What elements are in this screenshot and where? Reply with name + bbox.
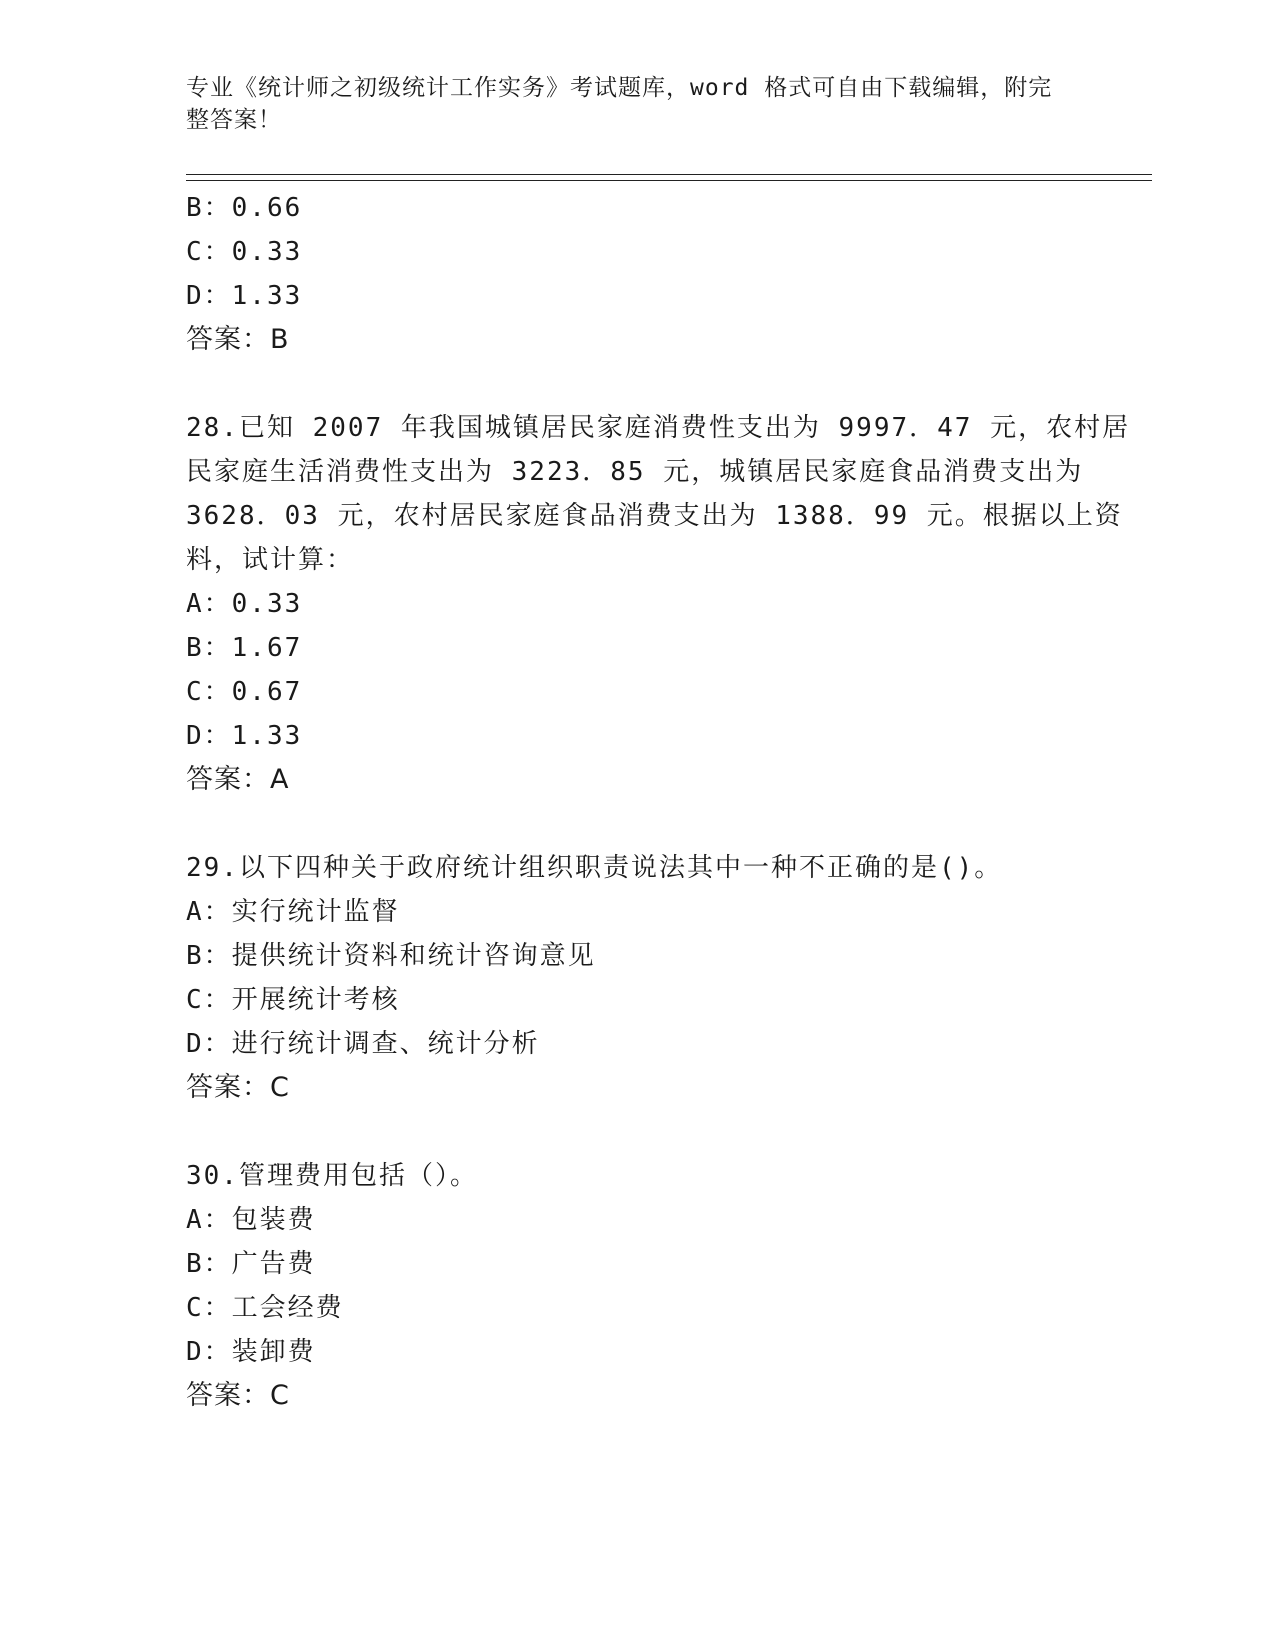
q29-answer: 答案：C [186,1072,290,1103]
q29-option-a: A：实行统计监督 [186,897,400,927]
q29-option-d: D：进行统计调查、统计分析 [186,1029,540,1059]
q29-option-b: B：提供统计资料和统计咨询意见 [186,941,596,971]
q28-option-a: A：0.33 [186,589,303,619]
q27-option-c: C：0.33 [186,237,303,267]
document-header: 专业《统计师之初级统计工作实务》考试题库，word 格式可自由下载编辑，附完整答案！ [186,75,1053,133]
q27-option-b: B：0.66 [186,193,303,223]
q30-option-c: C：工会经费 [186,1293,344,1323]
q29-option-c: C：开展统计考核 [186,985,400,1015]
q28-stem-line-1: 28.已知 2007 年我国城镇居民家庭消费性支出为 9997．47 元，农村居 [186,413,1131,443]
q28-option-c: C：0.67 [186,677,303,707]
q28-stem-line-4: 料，试计算： [186,545,355,575]
q30-answer: 答案：C [186,1380,290,1411]
q28-stem-line-3: 3628．03 元，农村居民家庭食品消费支出为 1388．99 元。根据以上资 [186,501,1123,531]
q27-option-d: D：1.33 [186,281,303,311]
q30-option-b: B：广告费 [186,1249,316,1279]
q29-stem: 29.以下四种关于政府统计组织职责说法其中一种不正确的是()。 [186,853,1003,883]
q30-option-d: D：装卸费 [186,1337,316,1367]
q28-option-d: D：1.33 [186,721,303,751]
q28-answer: 答案：A [186,764,290,795]
q28-option-b: B：1.67 [186,633,303,663]
q30-stem: 30.管理费用包括（）。 [186,1161,478,1191]
header-rule-top [186,174,1152,175]
header-rule-bottom [186,180,1152,181]
q27-answer: 答案：B [186,324,290,355]
q30-option-a: A：包装费 [186,1205,316,1235]
q28-stem-line-2: 民家庭生活消费性支出为 3223．85 元，城镇居民家庭食品消费支出为 [186,457,1084,487]
